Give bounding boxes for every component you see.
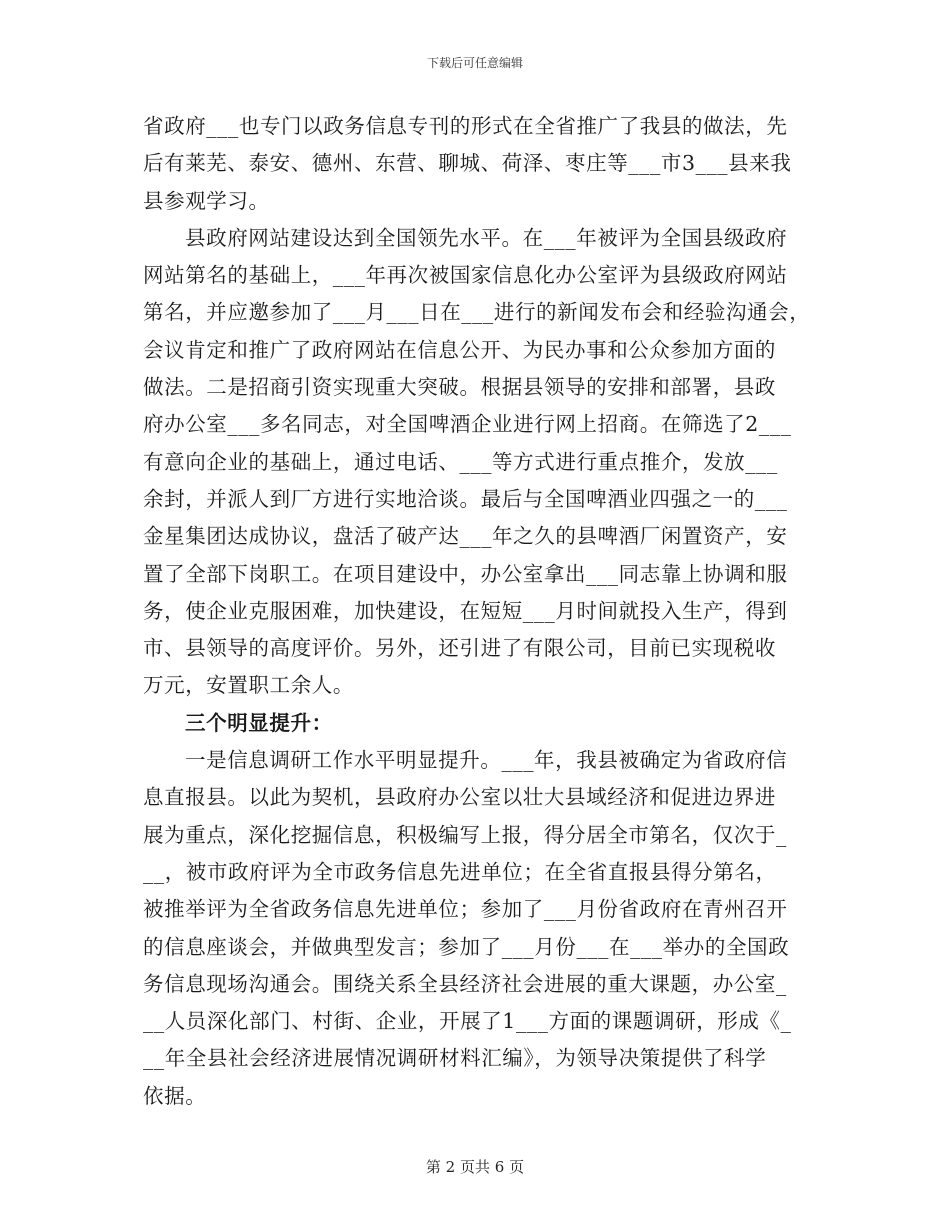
section-heading: 三个明显提升： bbox=[185, 710, 333, 735]
text-line: 展为重点，深化挖掘信息，积极编写上报，得分居全市第名，仅次于_ bbox=[143, 822, 787, 847]
text-line: 金星集团达成协议，盘活了破产达___年之久的县啤酒厂闲置资产，安 bbox=[143, 524, 788, 549]
paragraph-first-line: 一是信息调研工作水平明显提升。___年，我县被确定为省政府信 bbox=[185, 748, 788, 773]
text-line: 依据。 bbox=[143, 1083, 207, 1108]
text-line: 息直报县。以此为契机，县政府办公室以壮大县域经济和促进边界进 bbox=[143, 785, 776, 810]
text-line: 务，使企业克服困难，加快建设，在短短___月时间就投入生产，得到 bbox=[143, 598, 788, 623]
text-line: 务信息现场沟通会。围绕关系全县经济社会进展的重大课题，办公室_ bbox=[143, 971, 787, 996]
text-line: 做法。二是招商引资实现重大突破。根据县领导的安排和部署，县政 bbox=[143, 375, 776, 400]
text-line: 后有莱芜、泰安、德州、东营、聊城、荷泽、枣庄等___市3___县来我 bbox=[143, 151, 792, 176]
text-line: 余封，并派人到厂方进行实地洽谈。最后与全国啤酒业四强之一的___ bbox=[143, 486, 788, 511]
text-line: 的信息座谈会，并做典型发言；参加了___月份___在___举办的全国政 bbox=[143, 934, 790, 959]
page-number: 第 2 页共 6 页 bbox=[425, 1158, 525, 1176]
page-header-note: 下载后可任意编辑 bbox=[426, 56, 523, 70]
text-line: 市、县领导的高度评价。另外，还引进了有限公司，目前已实现税收 bbox=[143, 636, 776, 661]
text-line: __人员深化部门、村街、企业，开展了1___方面的课题调研，形成《_ bbox=[143, 1009, 792, 1034]
document-body bbox=[143, 108, 815, 1115]
text-line: 网站第名的基础上，___年再次被国家信息化办公室评为县级政府网站 bbox=[143, 263, 788, 288]
text-line: 府办公室___多名同志，对全国啤酒企业进行网上招商。在筛选了2___ bbox=[143, 412, 792, 437]
text-line: 县参观学习。 bbox=[143, 188, 270, 213]
paragraph-first-line: 县政府网站建设达到全国领先水平。在___年被评为全国县级政府 bbox=[185, 225, 788, 250]
text-line: 万元，安置职工余人。 bbox=[143, 673, 354, 698]
text-line: 置了全部下岗职工。在项目建设中，办公室拿出___同志靠上协调和服 bbox=[143, 561, 788, 586]
text-line: 被推举评为全省政务信息先进单位；参加了___月份省政府在青州召开 bbox=[143, 897, 788, 922]
text-line: 会议肯定和推广了政府网站在信息公开、为民办事和公众参加方面的 bbox=[143, 337, 776, 362]
text-line: 有意向企业的基础上，通过电话、___等方式进行重点推介，发放___ bbox=[143, 449, 778, 474]
text-line: 第名，并应邀参加了___月___日在___进行的新闻发布会和经验沟通会， bbox=[143, 300, 811, 325]
text-line: 省政府___也专门以政务信息专刊的形式在全省推广了我县的做法，先 bbox=[143, 114, 788, 138]
text-line: __，被市政府评为全市政务信息先进单位；在全省直报县得分第名， bbox=[143, 859, 777, 884]
text-line: __年全县社会经济进展情况调研材料汇编》，为领导决策提供了科学 bbox=[143, 1046, 767, 1071]
